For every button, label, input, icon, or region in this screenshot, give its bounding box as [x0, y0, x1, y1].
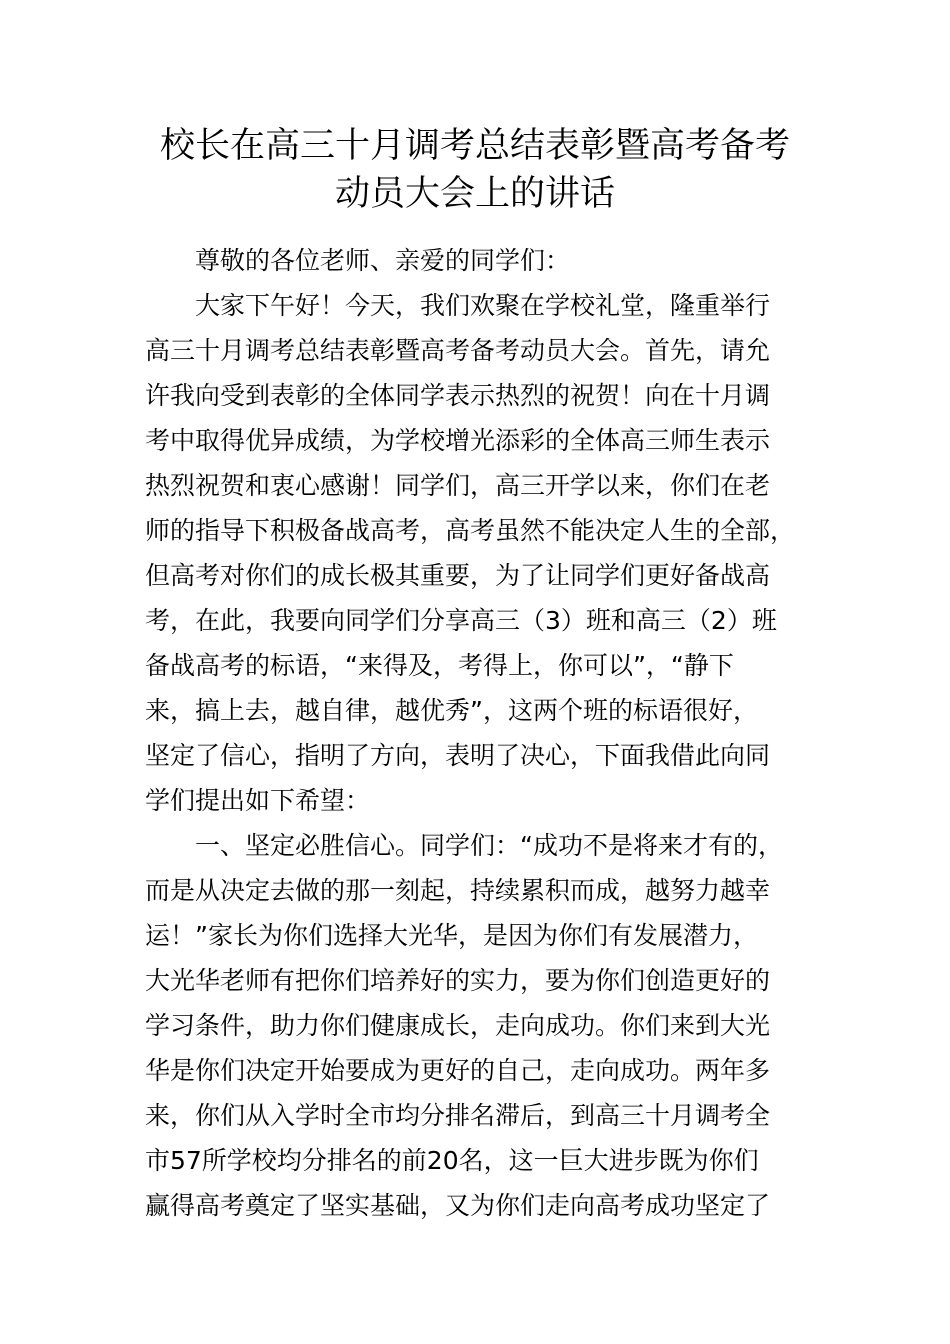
text-line: 学们提出如下希望： [145, 786, 371, 815]
salutation: 尊敬的各位老师、亲爱的同学们： [195, 246, 571, 275]
text-line: 考中取得优异成绩，为学校增光添彩的全体高三师生表示 [145, 426, 771, 455]
text-line: 考，在此，我要向同学们分享高三（3）班和高三（2）班 [145, 606, 777, 635]
text-line: 大光华老师有把你们培养好的实力，要为你们创造更好的 [145, 966, 771, 995]
document-body [145, 238, 815, 1228]
text-line: 华是你们决定开始要成为更好的自己，走向成功。两年多 [145, 1056, 771, 1085]
text-line: 来，搞上去，越自律，越优秀”，这两个班的标语很好， [145, 696, 758, 725]
text-line: 备战高考的标语，“来得及，考得上，你可以”，“静下 [145, 651, 734, 680]
text-line: 但高考对你们的成长极其重要，为了让同学们更好备战高 [145, 561, 771, 590]
text-line: 大家下午好！今天，我们欢聚在学校礼堂，隆重举行 [195, 291, 771, 320]
text-line: 来，你们从入学时全市均分排名滞后，到高三十月调考全 [145, 1101, 771, 1130]
text-line: 许我向受到表彰的全体同学表示热烈的祝贺！向在十月调 [145, 381, 771, 410]
text-line: 市57所学校均分排名的前20名，这一巨大进步既为你们 [145, 1146, 759, 1175]
text-line: 赢得高考奠定了坚实基础，又为你们走向高考成功坚定了 [145, 1191, 771, 1220]
title-line-2: 动员大会上的讲话 [334, 174, 615, 214]
text-line: 学习条件，助力你们健康成长，走向成功。你们来到大光 [145, 1011, 771, 1040]
section-heading-line: 一、坚定必胜信心。同学们：“成功不是将来才有的， [195, 831, 783, 860]
text-line: 坚定了信心，指明了方向，表明了决心，下面我借此向同 [145, 741, 771, 770]
text-line: 运！”家长为你们选择大光华，是因为你们有发展潜力， [145, 921, 758, 950]
text-line: 热烈祝贺和衷心感谢！同学们，高三开学以来，你们在老 [145, 471, 771, 500]
text-line: 高三十月调考总结表彰暨高考备考动员大会。首先，请允 [145, 336, 771, 365]
document-title [120, 122, 830, 218]
text-line: 师的指导下积极备战高考，高考虽然不能决定人生的全部， [145, 516, 796, 545]
text-line: 而是从决定去做的那一刻起，持续累积而成，越努力越幸 [145, 876, 771, 905]
title-line-1: 校长在高三十月调考总结表彰暨高考备考 [159, 126, 790, 166]
